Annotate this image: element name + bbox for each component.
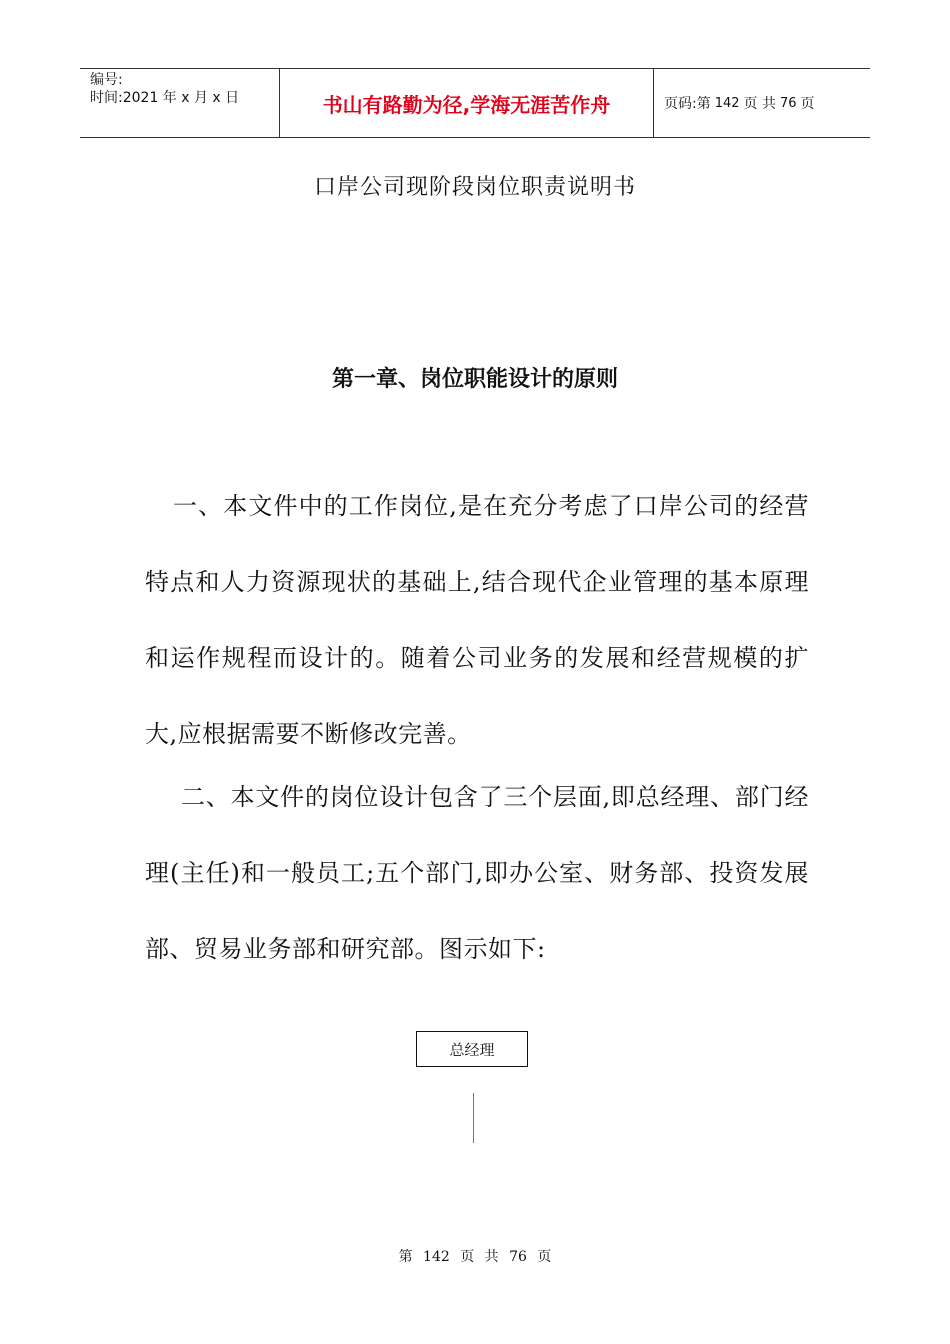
document-title: 口岸公司现阶段岗位职责说明书 (313, 175, 636, 200)
header-page-info (654, 69, 870, 137)
header-page-label: 页码:第 (664, 96, 711, 112)
header-page-end: 页 (800, 96, 815, 112)
header-time-label: 时间:2021 年 x 月 x 日 (90, 90, 240, 106)
paragraph-2: 二、本文件的岗位设计包含了三个层面,即总经理、部门经理(主任)和一般员工;五个部门,即办公室、财务部、投资发展部、贸易业务部和研究部。图示如下: (145, 783, 809, 963)
header-slogan: 书山有路勤为径,学海无涯苦作舟 (280, 69, 654, 137)
header-number-label: 编号: (90, 72, 123, 88)
header-page-mid: 页 共 (743, 96, 776, 112)
org-chart-top-node: 总经理 (416, 1031, 528, 1067)
chapter-heading: 第一章、岗位职能设计的原则 (331, 367, 618, 392)
org-chart-connector (473, 1093, 474, 1143)
page-footer: 第 142 页 共 76 页 (398, 1249, 552, 1265)
header-page-total: 76 (780, 95, 797, 111)
page-header (80, 68, 870, 138)
paragraph-1: 一、本文件中的工作岗位,是在充分考虑了口岸公司的经营特点和人力资源现状的基础上,结合现代企业管理的基本原理和运作规程而设计的。随着公司业务的发展和经营规模的扩大,应根据需要不断修改完善。 (145, 492, 809, 748)
header-page-current: 142 (714, 95, 740, 111)
header-meta (80, 69, 280, 137)
